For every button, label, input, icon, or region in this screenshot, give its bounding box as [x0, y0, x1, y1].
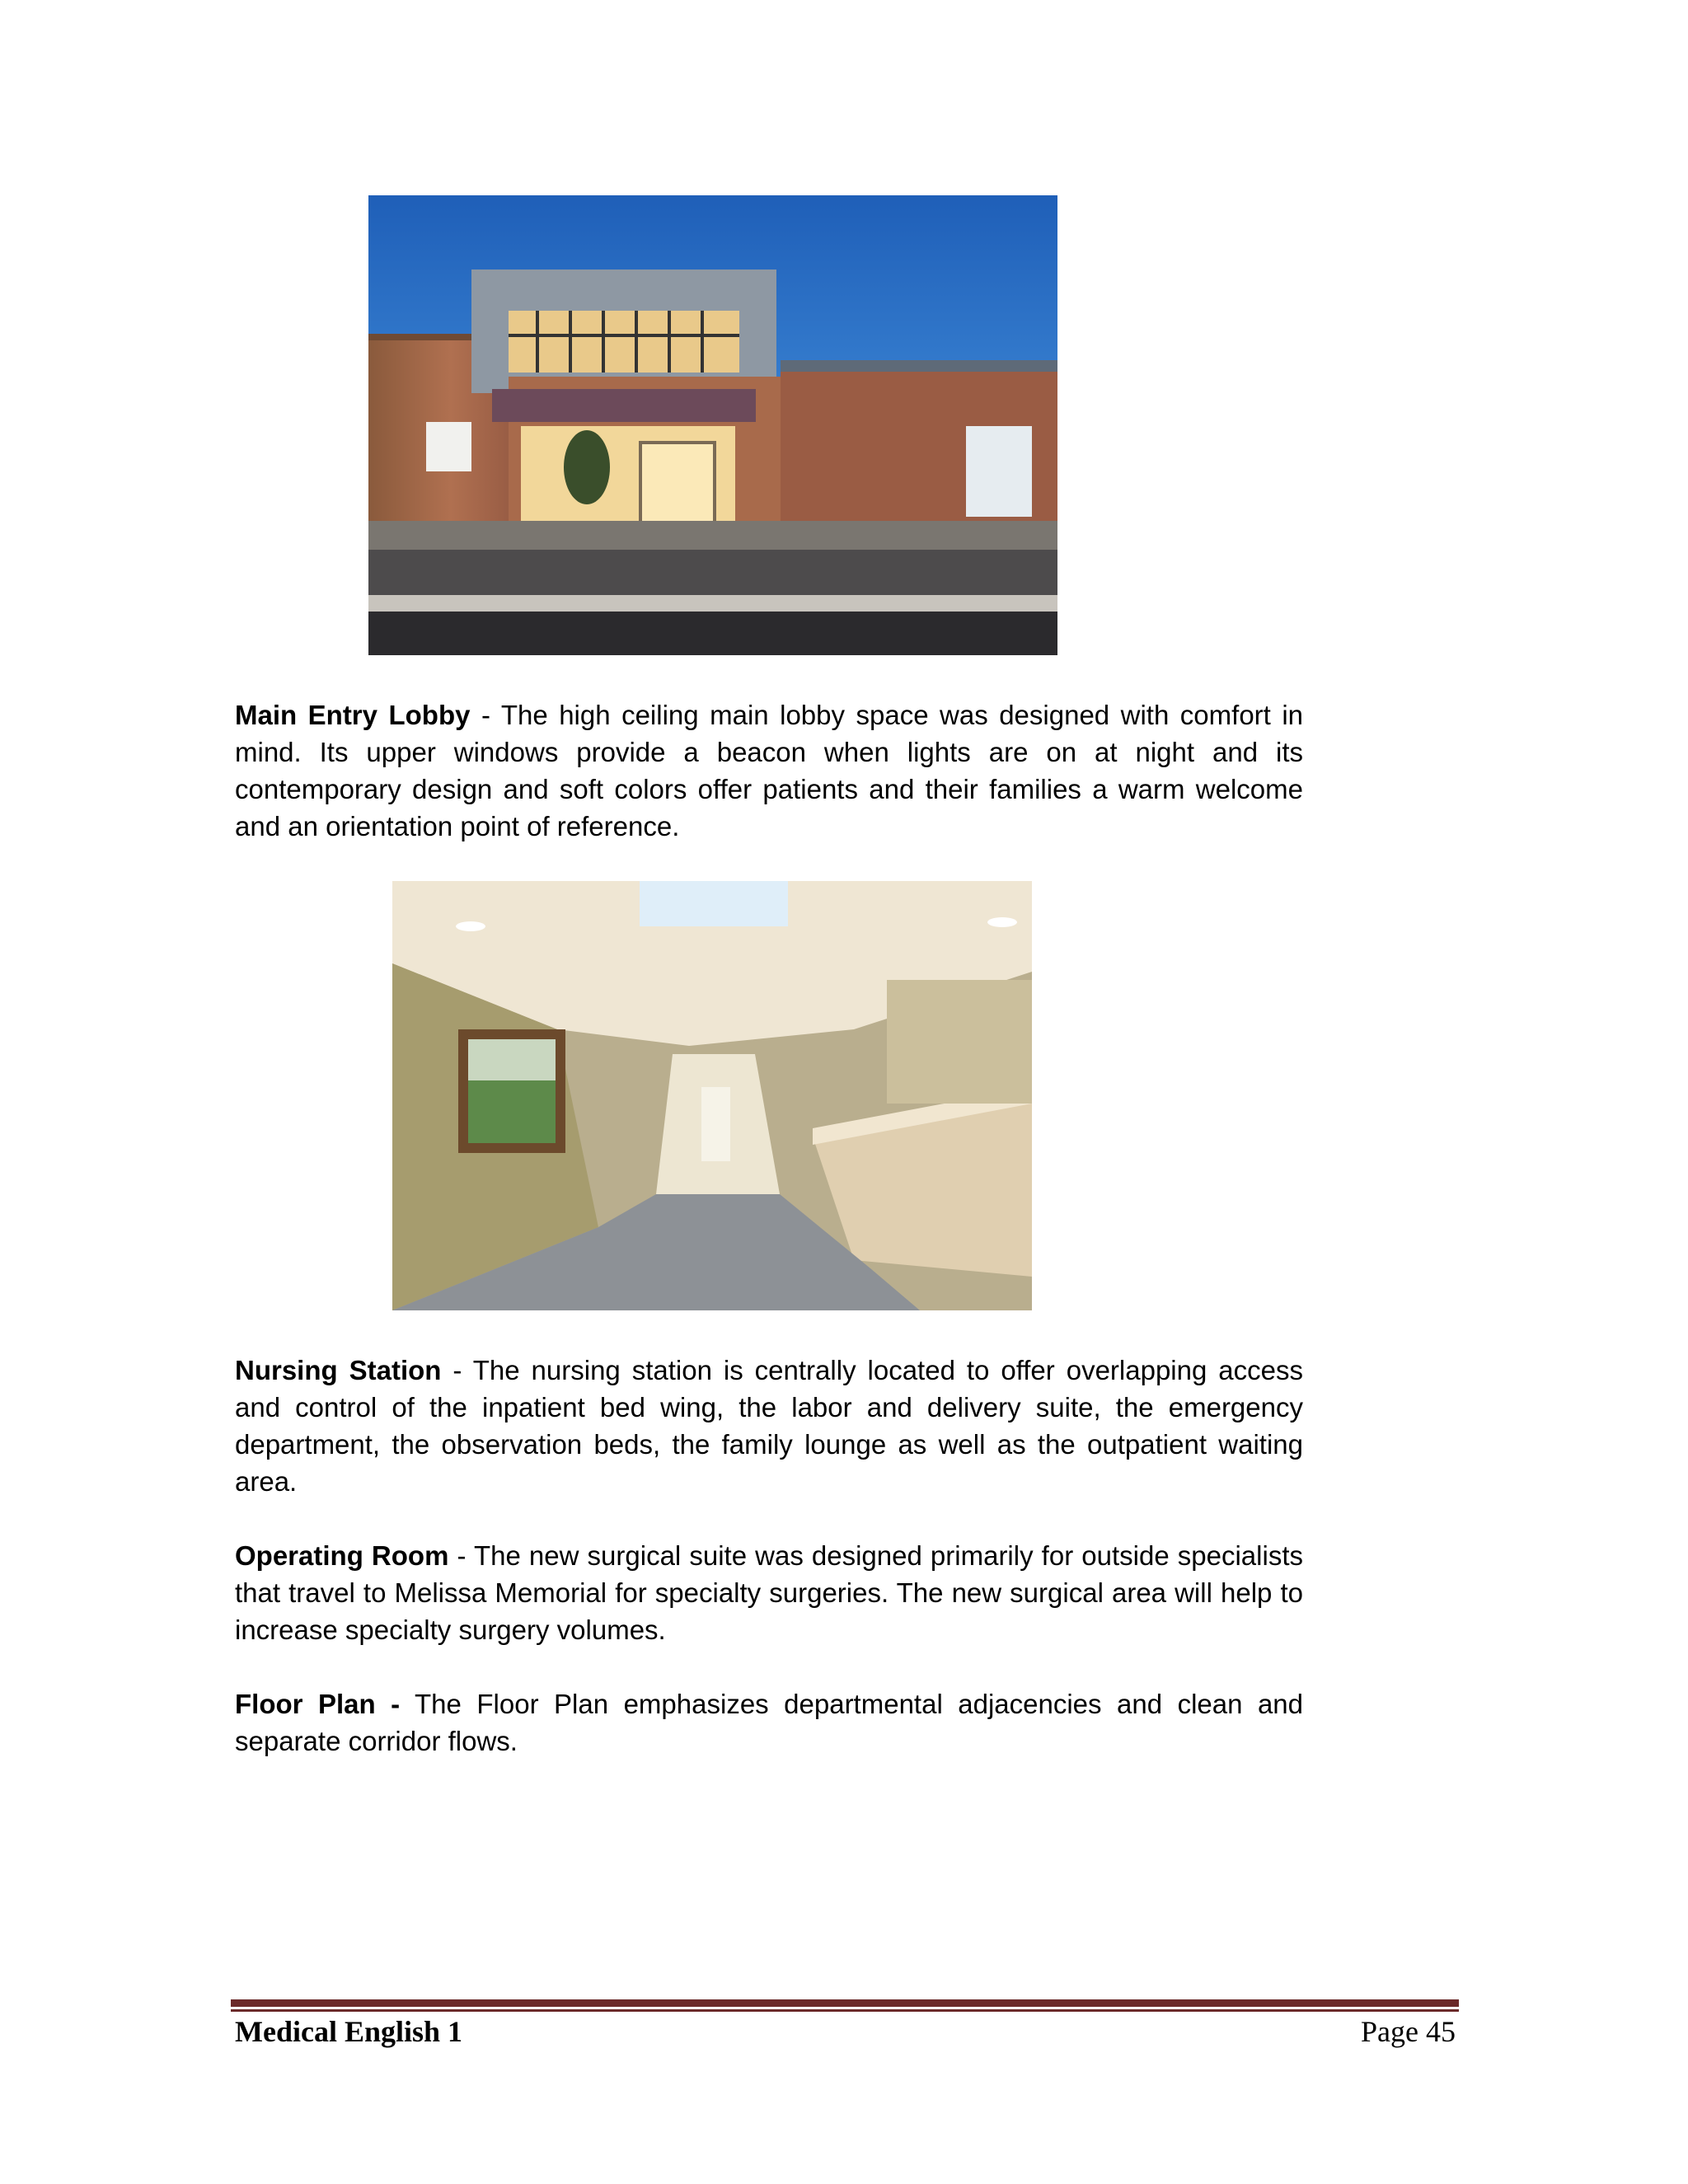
footer-divider — [231, 1999, 1459, 2007]
paragraph-operating-room — [235, 1537, 1303, 1648]
heading-operating-room: Operating Room — [235, 1540, 449, 1571]
paragraph-nursing-station — [235, 1352, 1303, 1500]
heading-main-entry-lobby: Main Entry Lobby — [235, 700, 471, 730]
footer-divider-thin — [231, 2009, 1459, 2012]
text-operating-room: - The new surgical suite was designed primarily for outside specialists that travel to Melissa Memorial for specialty surgeries. The new surgical area will help to increase specialty surgery volumes. — [235, 1540, 1303, 1645]
paragraph-main-entry-lobby — [235, 696, 1303, 845]
footer-title: Medical English 1 — [235, 2015, 463, 2048]
nursing-station-photo — [392, 881, 1032, 1310]
text-main-entry-lobby: - The high ceiling main lobby space was designed with comfort in mind. Its upper windows provide a beacon when lights are on at night and its contemporary design and soft colors offer patients and their families a warm welcome and an orientation point of reference. — [235, 700, 1303, 841]
heading-nursing-station: Nursing Station — [235, 1355, 442, 1385]
paragraph-floor-plan — [235, 1685, 1303, 1760]
heading-floor-plan: Floor Plan - — [235, 1689, 401, 1719]
hospital-exterior-photo — [368, 195, 1057, 655]
text-floor-plan: The Floor Plan emphasizes departmental adjacencies and clean and separate corridor flows. — [235, 1689, 1304, 1756]
text-nursing-station: - The nursing station is centrally located to offer overlapping access and control of the inpatient bed wing, the labor and delivery suite, the emergency department, the observation beds, the family lounge as well as the outpatient waiting area. — [235, 1355, 1303, 1497]
page-number: Page 45 — [1361, 2015, 1456, 2048]
